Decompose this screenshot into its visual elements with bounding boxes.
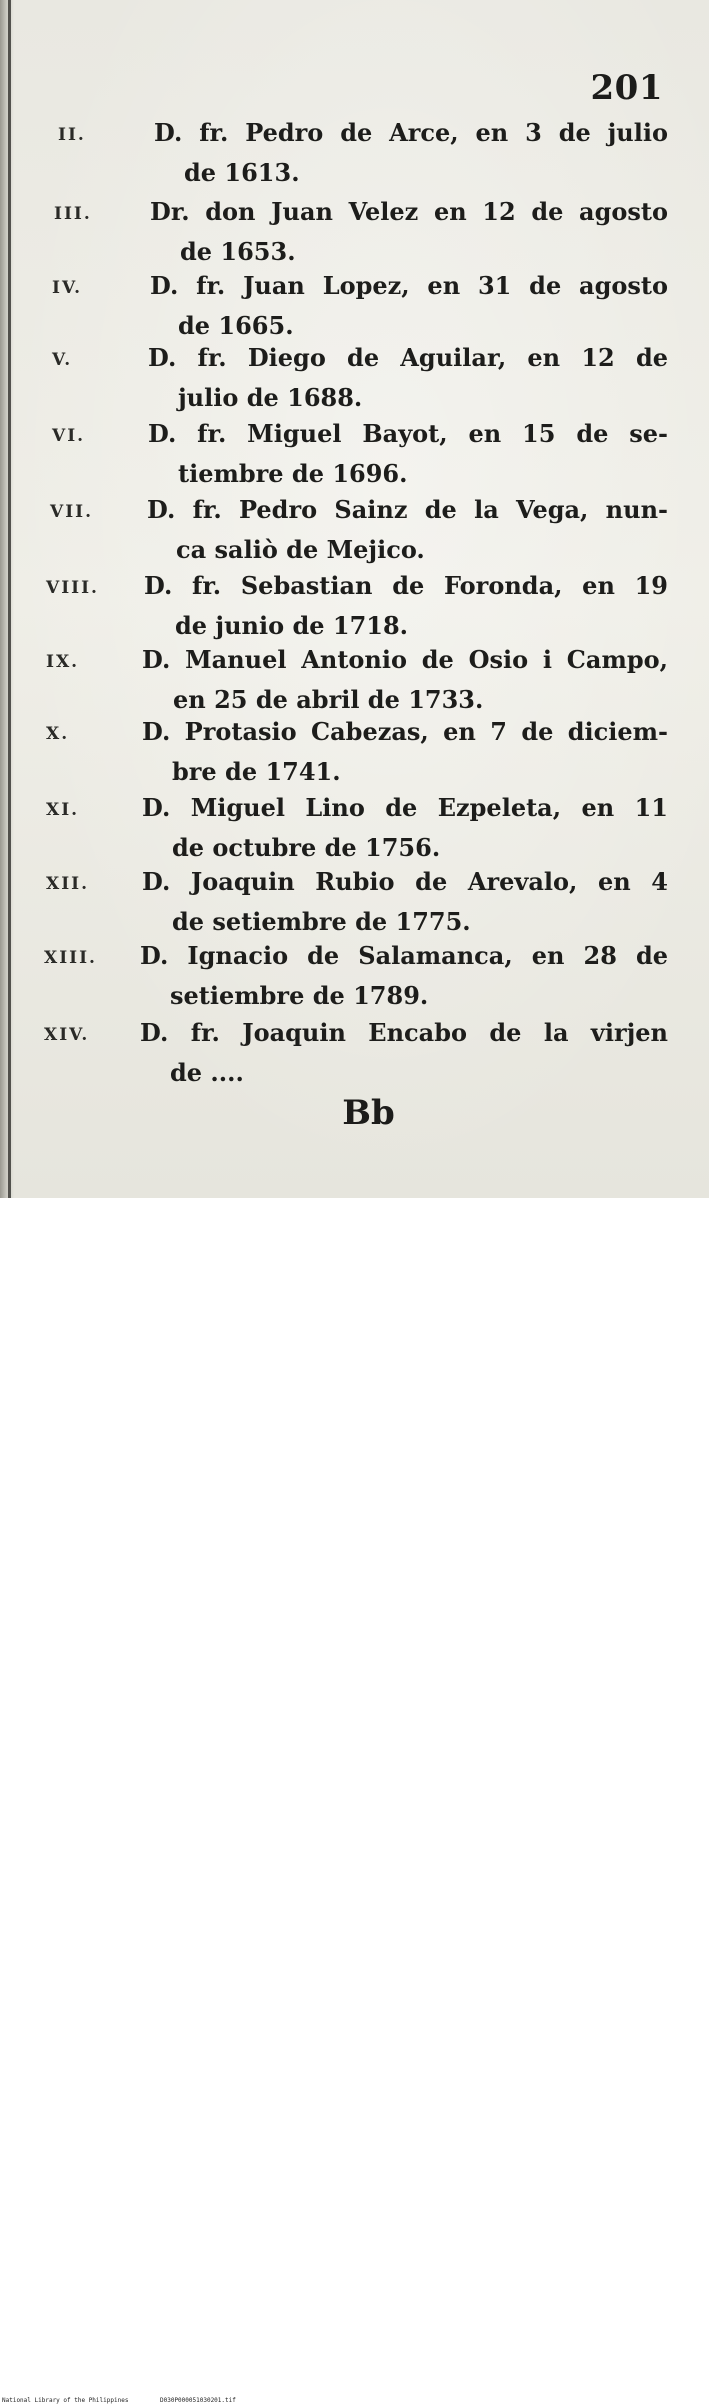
entry-numeral: XI. bbox=[46, 800, 80, 820]
entry-text-line1: D. fr. Joaquin Encabo de la virjen bbox=[140, 1018, 668, 1047]
entry-text-line2: en 25 de abril de 1733. bbox=[173, 685, 484, 714]
entry-text-line1: D. fr. Sebastian de Foronda, en 19 bbox=[144, 571, 668, 600]
page-number: 201 bbox=[590, 68, 663, 108]
entry-text-line2: ca saliò de Mejico. bbox=[176, 535, 425, 564]
entry-text-line2: de .... bbox=[170, 1058, 244, 1087]
entry-text-line1: D. fr. Juan Lopez, en 31 de agosto bbox=[150, 271, 668, 300]
institution-label: National Library of the Philippines bbox=[2, 2397, 129, 2404]
entry-text-line2: julio de 1688. bbox=[178, 383, 363, 412]
entry-numeral: VI. bbox=[52, 426, 86, 446]
entry-text-line1: Dr. don Juan Velez en 12 de agosto bbox=[150, 197, 668, 226]
entry-numeral: IV. bbox=[52, 278, 83, 298]
entry-text-line1: D. Ignacio de Salamanca, en 28 de bbox=[140, 941, 668, 970]
entry-text-line1: D. Protasio Cabezas, en 7 de diciem- bbox=[142, 717, 668, 746]
entry-text-line2: setiembre de 1789. bbox=[170, 981, 429, 1010]
scan-credit bbox=[2, 2397, 236, 2405]
entry-text-line2: de 1613. bbox=[184, 158, 300, 187]
entry-text-line1: D. Manuel Antonio de Osio i Campo, bbox=[142, 645, 668, 674]
entry-text-line2: de junio de 1718. bbox=[175, 611, 409, 640]
book-page bbox=[0, 0, 709, 1198]
entry-numeral: XIV. bbox=[44, 1025, 90, 1045]
entry-text-line1: D. fr. Miguel Bayot, en 15 de se- bbox=[148, 419, 668, 448]
entry-text-line2: de octubre de 1756. bbox=[172, 833, 441, 862]
entry-numeral: II. bbox=[58, 125, 86, 145]
page-spine-edge bbox=[8, 0, 11, 1198]
entry-numeral: IX. bbox=[46, 652, 80, 672]
entry-text-line2: bre de 1741. bbox=[172, 757, 341, 786]
entry-text-line1: D. fr. Diego de Aguilar, en 12 de bbox=[148, 343, 668, 372]
entry-numeral: VII. bbox=[50, 502, 94, 522]
entry-text-line1: D. fr. Pedro de Arce, en 3 de julio bbox=[154, 118, 668, 147]
entry-text-line1: D. fr. Pedro Sainz de la Vega, nun- bbox=[147, 495, 668, 524]
entry-numeral: X. bbox=[46, 724, 70, 744]
entry-text-line2: de 1653. bbox=[180, 237, 296, 266]
signature-mark: Bb bbox=[342, 1093, 395, 1133]
entry-text-line2: de setiembre de 1775. bbox=[172, 907, 471, 936]
entry-numeral: V. bbox=[52, 350, 73, 370]
entry-text-line1: D. Miguel Lino de Ezpeleta, en 11 bbox=[142, 793, 668, 822]
entry-numeral: III. bbox=[54, 204, 92, 224]
page-spine-shadow bbox=[0, 0, 14, 1198]
entry-numeral: VIII. bbox=[46, 578, 99, 598]
scan-footer-strip bbox=[0, 1198, 709, 2404]
entry-numeral: XII. bbox=[46, 874, 90, 894]
entry-text-line1: D. Joaquin Rubio de Arevalo, en 4 bbox=[142, 867, 668, 896]
entry-numeral: XIII. bbox=[44, 948, 97, 968]
file-name-label: D030P000051030201.tif bbox=[160, 2397, 236, 2404]
entry-text-line2: tiembre de 1696. bbox=[178, 459, 408, 488]
entry-text-line2: de 1665. bbox=[178, 311, 294, 340]
